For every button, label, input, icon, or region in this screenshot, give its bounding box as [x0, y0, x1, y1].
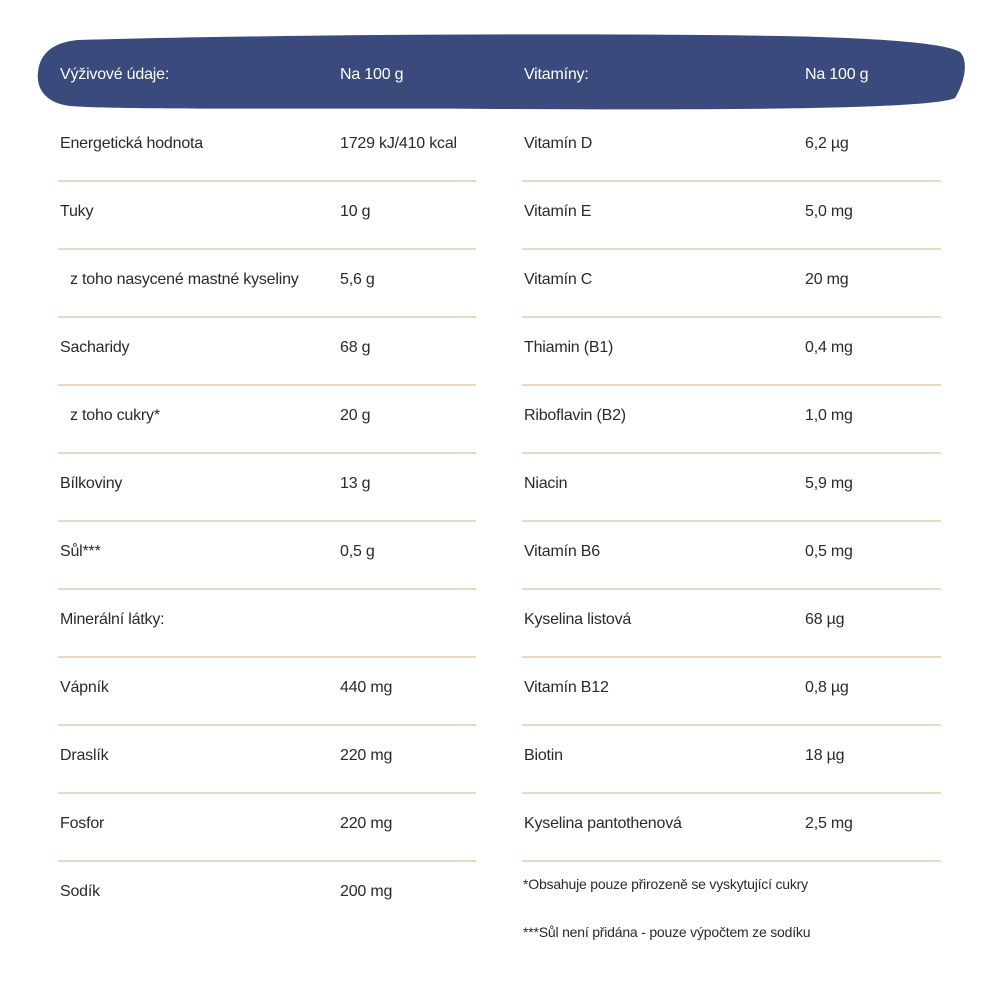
row-divider [58, 316, 476, 318]
row-divider [58, 452, 476, 454]
vitamin-label: Biotin [524, 747, 563, 764]
vitamin-label: Kyselina pantothenová [524, 815, 682, 832]
row-divider [58, 656, 476, 658]
row-divider [522, 316, 941, 318]
row-divider [58, 248, 476, 250]
nutrient-value: 5,6 g [340, 271, 375, 288]
vitamin-label: Vitamín C [524, 271, 593, 288]
nutrient-label: Tuky [60, 203, 94, 220]
nutrient-value: 13 g [340, 475, 371, 492]
row-divider [522, 588, 941, 590]
header-vitamins-unit: Na 100 g [805, 66, 869, 83]
vitamin-value: 1,0 mg [805, 407, 853, 424]
row-divider [522, 384, 941, 386]
row-divider [522, 860, 941, 862]
row-divider [58, 860, 476, 862]
row-divider [58, 792, 476, 794]
row-divider [522, 452, 941, 454]
vitamin-label: Kyselina listová [524, 611, 632, 628]
nutrient-value: 440 mg [340, 679, 393, 696]
vitamin-value: 20 mg [805, 271, 849, 288]
vitamin-value: 0,4 mg [805, 339, 853, 356]
row-divider [58, 384, 476, 386]
nutrient-label: z toho cukry* [70, 407, 160, 424]
vitamin-label: Thiamin (B1) [524, 339, 614, 356]
footnote-sugar: *Obsahuje pouze přirozeně se vyskytující cukry [523, 876, 808, 892]
nutrient-label: Sodík [60, 883, 100, 900]
nutrient-label: Minerální látky: [60, 611, 165, 628]
vitamin-label: Vitamín D [524, 135, 593, 152]
nutrient-label: Vápník [60, 679, 109, 696]
nutrient-value: 1729 kJ/410 kcal [340, 135, 457, 152]
vitamin-label: Riboflavin (B2) [524, 407, 626, 424]
header-nutrition-label: Výživové údaje: [60, 66, 170, 83]
nutrient-label: z toho nasycené mastné kyseliny [70, 271, 299, 288]
nutrient-label: Bílkoviny [60, 475, 123, 492]
header-band [0, 0, 1000, 120]
row-divider [58, 588, 476, 590]
vitamin-value: 5,9 mg [805, 475, 853, 492]
nutrient-value: 68 g [340, 339, 371, 356]
vitamin-label: Vitamín E [524, 203, 592, 220]
row-divider [522, 180, 941, 182]
nutrient-label: Energetická hodnota [60, 135, 203, 152]
nutrient-value: 20 g [340, 407, 371, 424]
nutrient-label: Sacharidy [60, 339, 130, 356]
nutrient-value: 220 mg [340, 747, 393, 764]
vitamin-label: Vitamín B12 [524, 679, 609, 696]
footnote-salt: ***Sůl není přidána - pouze výpočtem ze sodíku [523, 924, 811, 940]
vitamin-value: 2,5 mg [805, 815, 853, 832]
nutrient-label: Draslík [60, 747, 109, 764]
row-divider [522, 520, 941, 522]
vitamin-value: 0,8 µg [805, 679, 849, 696]
row-divider [58, 180, 476, 182]
vitamin-value: 68 µg [805, 611, 845, 628]
nutrient-label: Sůl*** [60, 543, 101, 560]
row-divider [58, 520, 476, 522]
vitamin-value: 5,0 mg [805, 203, 853, 220]
row-divider [58, 724, 476, 726]
nutrient-value: 220 mg [340, 815, 393, 832]
vitamin-value: 0,5 mg [805, 543, 853, 560]
vitamin-label: Niacin [524, 475, 568, 492]
vitamin-value: 18 µg [805, 747, 845, 764]
header-vitamins-label: Vitamíny: [524, 66, 589, 83]
nutrient-value: 0,5 g [340, 543, 375, 560]
nutrient-value: 10 g [340, 203, 371, 220]
vitamin-value: 6,2 µg [805, 135, 849, 152]
nutrient-value: 200 mg [340, 883, 393, 900]
nutrient-label: Fosfor [60, 815, 105, 832]
row-divider [522, 656, 941, 658]
row-divider [522, 724, 941, 726]
row-divider [522, 248, 941, 250]
header-nutrition-unit: Na 100 g [340, 66, 404, 83]
row-divider [522, 792, 941, 794]
vitamin-label: Vitamín B6 [524, 543, 600, 560]
